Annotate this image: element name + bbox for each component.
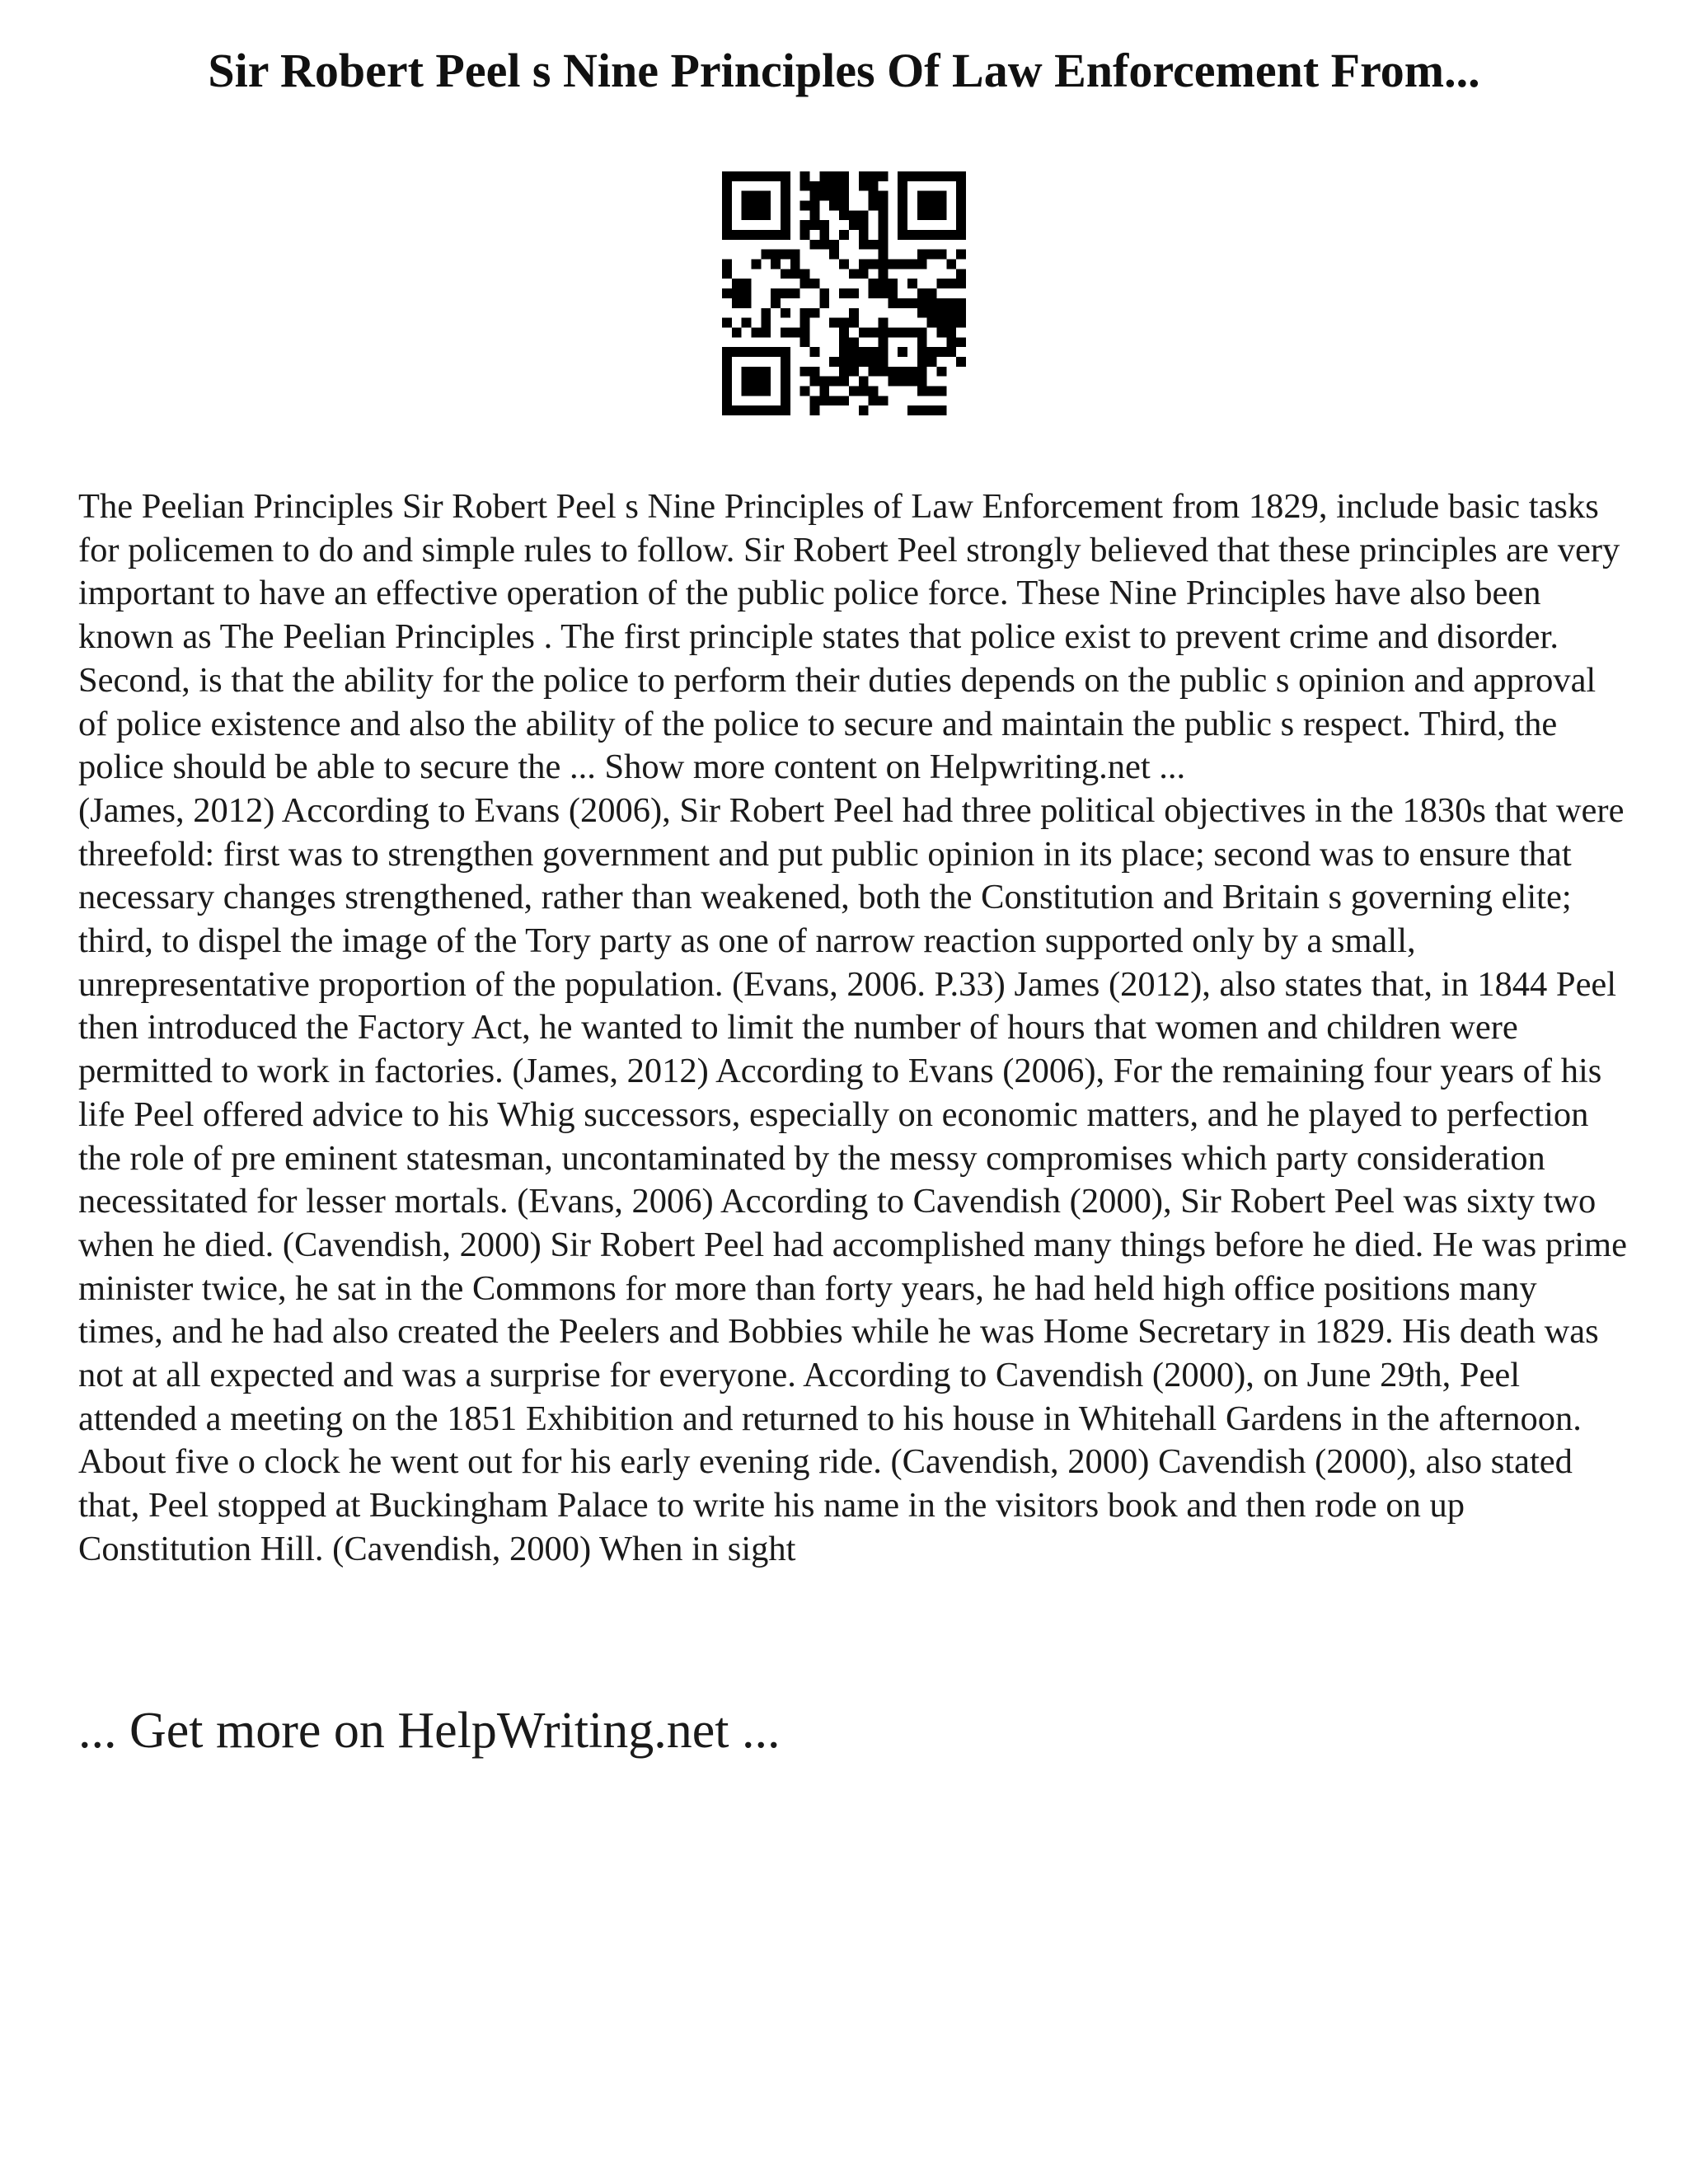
paragraph-history: (James, 2012) According to Evans (2006), Sir Robert Peel had three political objectives in the 1830s that were threefold: first was to strengthen government and put public opinion in its place; second was to ensure that necessary changes strengthened, rather than weakened, both the Constitution and Britain s governing elite; third, to dispel the image of the Tory party as one of narrow reaction supported only by a small, unrepresentative proportion of the population. (Evans, 2006. P.33) James (2012), also states that, in 1844 Peel then introduced the Factory Act, he wanted to limit the number of hours that women and children were permitted to work in factories. (James, 2012) According to Evans (2006), For the remaining four years of his life Peel offered advice to his Whig successors, especially on economic matters, and he played to perfection the role of pre eminent statesman, uncontaminated by the messy compromises which party consideration necessitated for lesser mortals. (Evans, 2006) According to Cavendish (2000), Sir Robert Peel was sixty two when he died. (Cavendish, 2000) Sir Robert Peel had accomplished many things before he died. He was prime minister twice, he sat in the Commons for more than forty years, he had held high office positions many times, and he had also created the Peelers and Bobbies while he was Home Secretary in 1829. His death was not at all expected and was a surprise for everyone. According to Cavendish (2000), on June 29th, Peel attended a meeting on the 1851 Exhibition and returned to his house in Whitehall Gardens in the afternoon. About five o clock he went out for his early evening ride. (Cavendish, 2000) Cavendish (2000), also stated that, Peel stopped at Buckingham Palace to write his name in the visitors book and then rode on up Constitution Hill. (Cavendish, 2000) When in sight <box>78 790 1627 1568</box>
document-title: Sir Robert Peel s Nine Principles Of Law Enforcement From... <box>208 44 1480 97</box>
paragraph-intro: The Peelian Principles Sir Robert Peel s Nine Principles of Law Enforcement from 1829, include basic tasks for policemen to do and simple rules to follow. Sir Robert Peel strongly believed that these principles are very important to have an effective operation of the public police force. These Nine Principles have also been known as The Peelian Principles . The first principle states that police exist to prevent crime and disorder. Second, is that the ability for the police to perform their duties depends on the public s opinion and approval of police existence and also the ability of the police to secure and maintain the public s respect. Third, the police should be able to secure the ... Show more content on Helpwriting.net ... <box>78 487 1620 787</box>
body-text <box>78 485 1628 1572</box>
qr-code-icon <box>722 171 966 415</box>
get-more-link[interactable]: ... Get more on HelpWriting.net ... <box>78 1703 781 1759</box>
